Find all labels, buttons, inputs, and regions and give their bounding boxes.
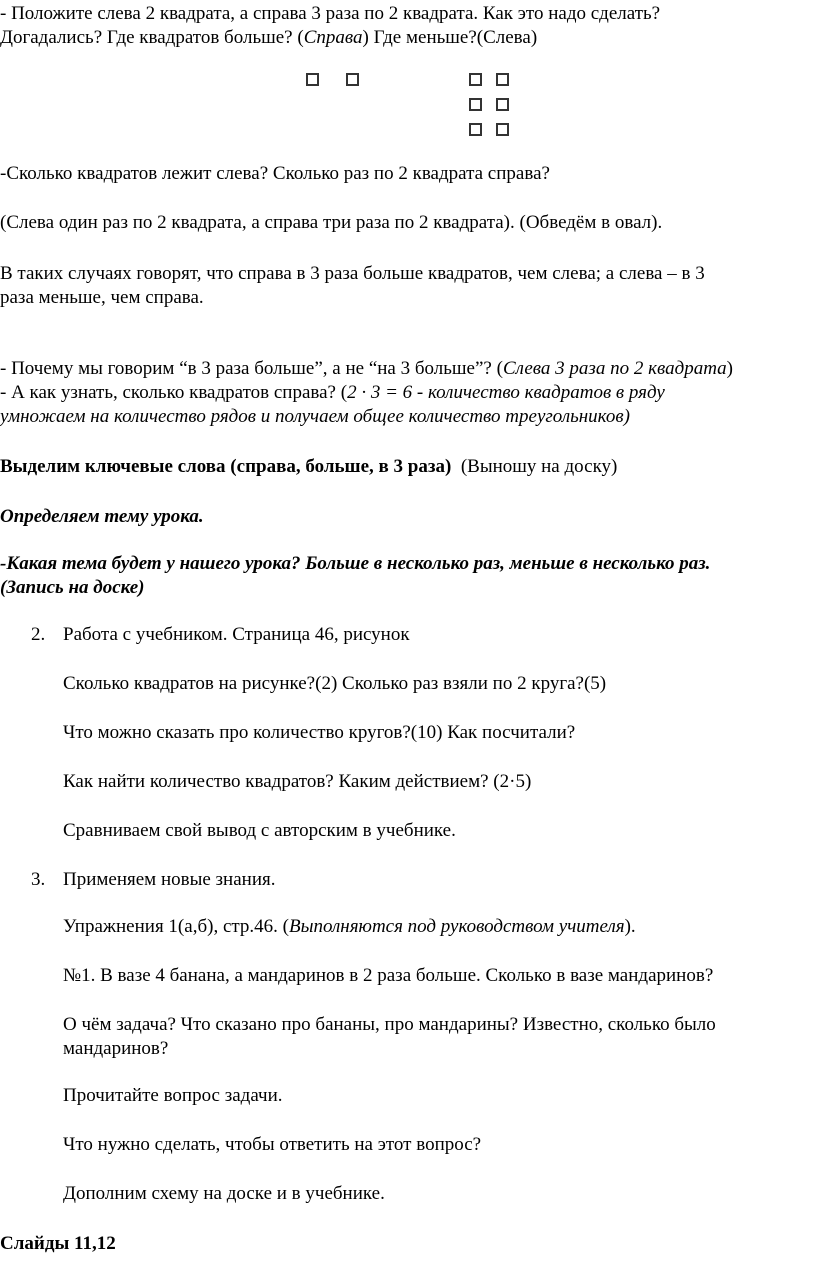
right-square [496, 123, 509, 136]
left-square [306, 73, 319, 86]
exercise-line: Упражнения 1(а,б), стр.46. (Выполняются под руководством учителя). [63, 916, 636, 937]
task-question: Что нужно сделать, чтобы ответить на этот вопрос? [63, 1134, 482, 1155]
conclusion-line-2: раза меньше, чем справа. [0, 287, 204, 308]
right-square [469, 73, 482, 86]
left-square [346, 73, 359, 86]
right-square [496, 98, 509, 111]
conclusion-line-1: В таких случаях говорят, что справа в 3 раза больше квадратов, чем слева; а слева – в 3 [0, 263, 705, 284]
section-2-question: Что можно сказать про количество кругов?(10) Как посчитали? [63, 722, 576, 743]
section-2-question: Сравниваем свой вывод с авторским в учебнике. [63, 820, 456, 841]
section-3-number: 3. [31, 869, 46, 890]
why-line: - Почему мы говорим “в 3 раза больше”, а не “на 3 больше”? (Слева 3 раза по 2 квадрата) [0, 358, 733, 379]
task-question-line-2: мандаринов? [63, 1038, 169, 1059]
right-square [496, 73, 509, 86]
section-2-title: Работа с учебником. Страница 46, рисунок [63, 624, 410, 645]
section-2-question: Как найти количество квадратов? Каким действием? (2·5) [63, 771, 532, 792]
how-line-2: умножаем на количество рядов и получаем общее количество треугольников) [0, 406, 630, 427]
right-square [469, 98, 482, 111]
answer-oval: (Слева один раз по 2 квадрата, а справа три раза по 2 квадрата). (Обведём в овал). [0, 212, 663, 233]
section-2-number: 2. [31, 624, 46, 645]
keywords-line: Выделим ключевые слова (справа, больше, в 3 раза) (Выношу на доску) [0, 456, 618, 477]
task-question: Дополним схему на доске и в учебнике. [63, 1183, 385, 1204]
section-2-question: Сколько квадратов на рисунке?(2) Сколько раз взяли по 2 круга?(5) [63, 673, 607, 694]
how-line-1: - А как узнать, сколько квадратов справа? (2 · 3 = 6 - количество квадратов в ряду [0, 382, 665, 403]
task-question-line-1: О чём задача? Что сказано про бананы, про мандарины? Известно, сколько было [63, 1014, 716, 1035]
task-question: Прочитайте вопрос задачи. [63, 1085, 283, 1106]
question-count: -Сколько квадратов лежит слева? Сколько раз по 2 квадрата справа? [0, 163, 550, 184]
section-3-title: Применяем новые знания. [63, 869, 276, 890]
intro-line-1: - Положите слева 2 квадрата, а справа 3 раза по 2 квадрата. Как это надо сделать? [0, 3, 661, 24]
slides-note: Слайды 11,12 [0, 1233, 116, 1254]
task-line: №1. В вазе 4 банана, а мандаринов в 2 раза больше. Сколько в вазе мандаринов? [63, 965, 714, 986]
topic-question-line-2: (Запись на доске) [0, 577, 145, 598]
intro-line-2: Догадались? Где квадратов больше? (Справа) Где меньше?(Слева) [0, 27, 538, 48]
topic-question-line-1: -Какая тема будет у нашего урока? Больше в несколько раз, меньше в несколько раз. [0, 553, 711, 574]
topic-heading: Определяем тему урока. [0, 506, 204, 527]
right-square [469, 123, 482, 136]
